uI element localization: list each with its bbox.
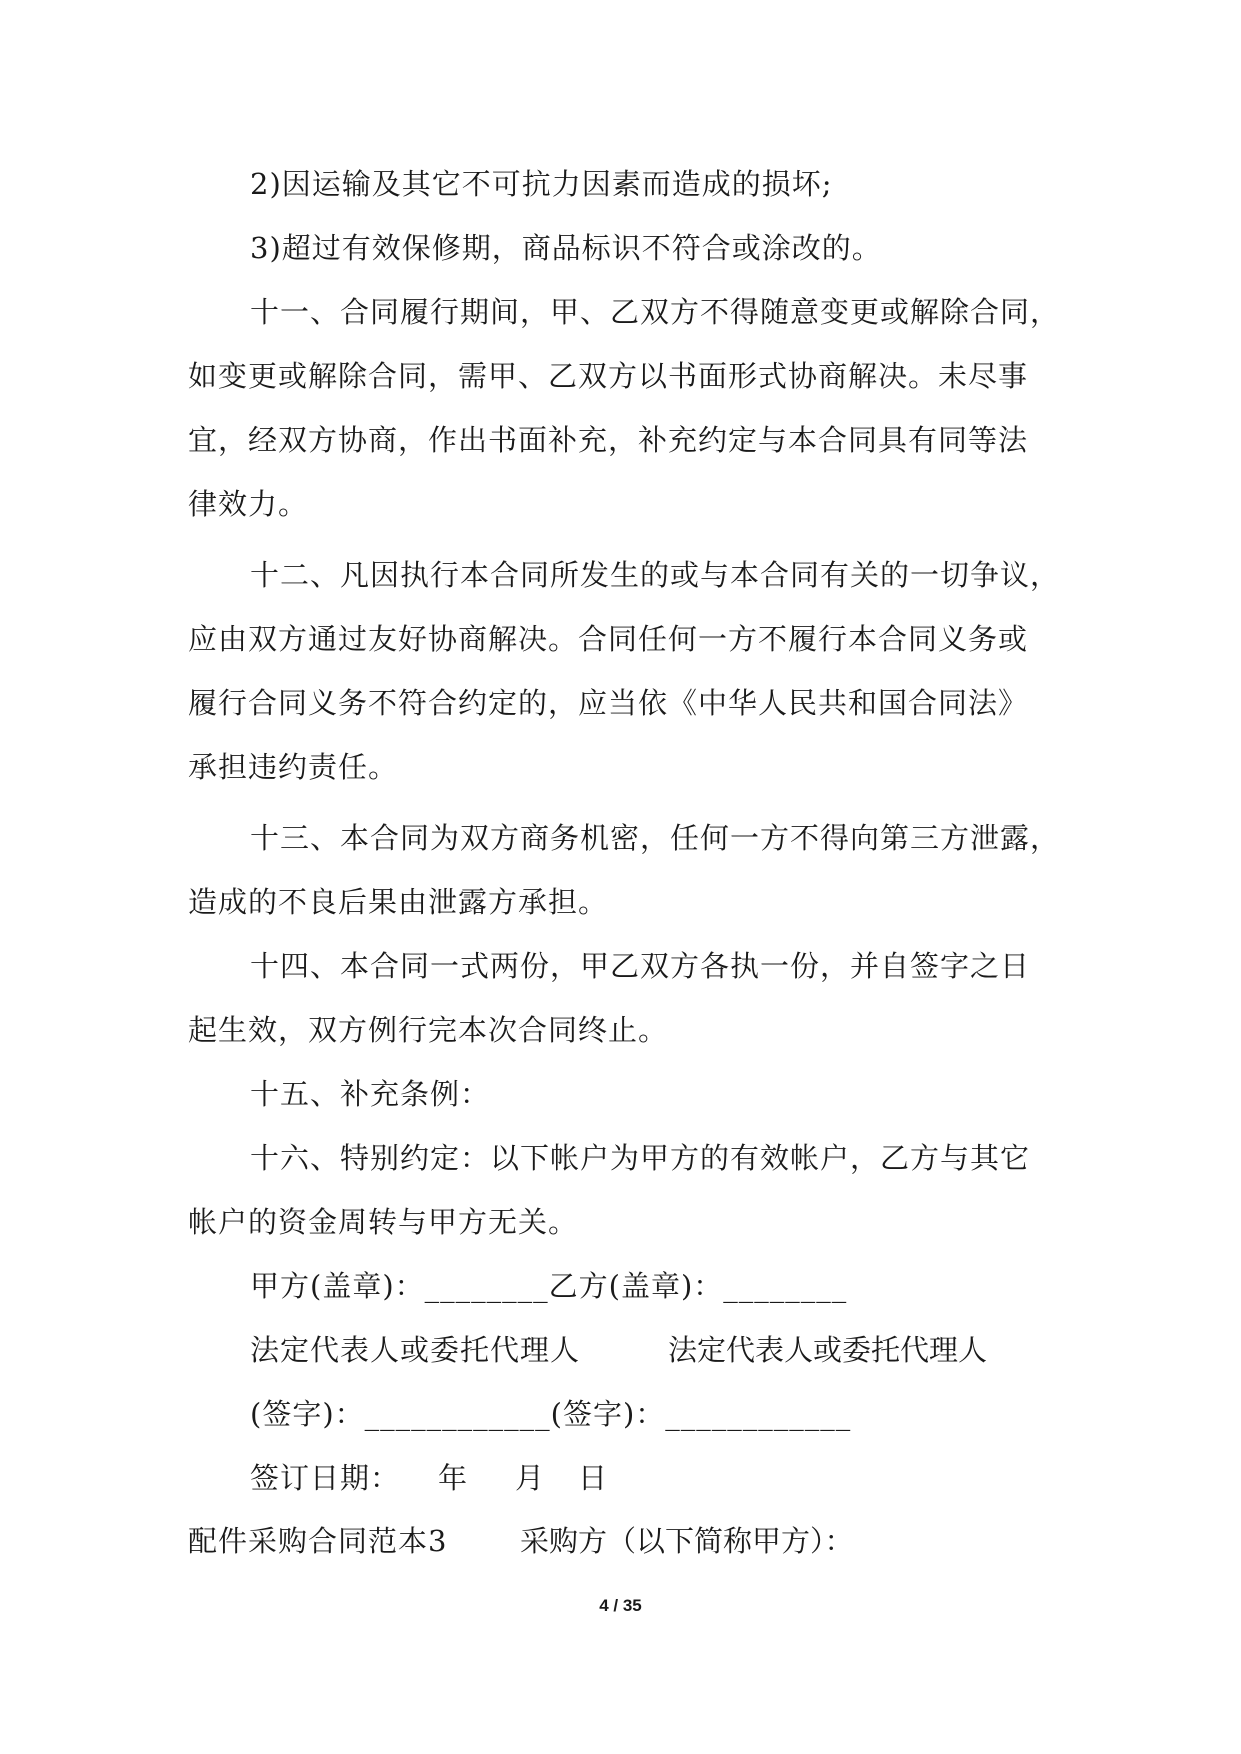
party-b-seal: 乙方(盖章)：________ <box>548 1269 848 1303</box>
party-a-signature: (签字)：____________ <box>250 1397 551 1431</box>
clause-16-line-1: 十六、特别约定：以下帐户为甲方的有效帐户，乙方与其它 <box>250 1141 1031 1175</box>
next-contract-buyer: 采购方（以下简称甲方）： <box>520 1524 854 1558</box>
clause-11-line-3: 宜，经双方协商，作出书面补充，补充约定与本合同具有同等法 <box>188 423 1029 457</box>
signing-date-label: 签订日期： <box>250 1461 401 1495</box>
next-contract-title: 配件采购合同范本3 <box>188 1524 448 1558</box>
clause-12-line-2: 应由双方通过友好协商解决。合同任何一方不履行本合同义务或 <box>188 622 1029 656</box>
clause-12-line-3: 履行合同义务不符合约定的，应当依《中华人民共和国合同法》 <box>188 686 1029 720</box>
party-b-representative: 法定代表人或委托代理人 <box>668 1333 988 1367</box>
party-b-signature: (签字)：____________ <box>550 1397 852 1431</box>
clause-13-line-1: 十三、本合同为双方商务机密，任何一方不得向第三方泄露， <box>250 821 1061 855</box>
page-number: 4 / 35 <box>599 1596 642 1615</box>
signing-date-year: 年 <box>438 1461 468 1495</box>
clause-10-item-2: 2)因运输及其它不可抗力因素而造成的损坏; <box>250 167 833 201</box>
party-a-seal: 甲方(盖章)：________ <box>250 1269 549 1303</box>
clause-14-line-1: 十四、本合同一式两份，甲乙双方各执一份，并自签字之日 <box>250 949 1031 983</box>
clause-11-line-4: 律效力。 <box>188 487 309 521</box>
clause-13-line-2: 造成的不良后果由泄露方承担。 <box>188 885 609 919</box>
signing-date-month: 月 <box>515 1461 545 1495</box>
signature-sign-row <box>250 1396 851 1432</box>
clause-14-line-2: 起生效，双方例行完本次合同终止。 <box>188 1013 669 1047</box>
party-a-representative: 法定代表人或委托代理人 <box>250 1333 581 1367</box>
signature-seal-row <box>250 1268 847 1304</box>
clause-11-line-2: 如变更或解除合同，需甲、乙双方以书面形式协商解决。未尽事 <box>188 359 1029 393</box>
clause-10-item-3: 3)超过有效保修期，商品标识不符合或涂改的。 <box>250 231 882 265</box>
signing-date-day: 日 <box>578 1461 608 1495</box>
clause-15: 十五、补充条例： <box>250 1077 491 1111</box>
clause-12-line-4: 承担违约责任。 <box>188 750 399 784</box>
clause-12-line-1: 十二、凡因执行本合同所发生的或与本合同有关的一切争议， <box>250 558 1061 592</box>
clause-11-line-1: 十一、合同履行期间，甲、乙双方不得随意变更或解除合同， <box>250 295 1061 329</box>
clause-16-line-2: 帐户的资金周转与甲方无关。 <box>188 1205 579 1239</box>
